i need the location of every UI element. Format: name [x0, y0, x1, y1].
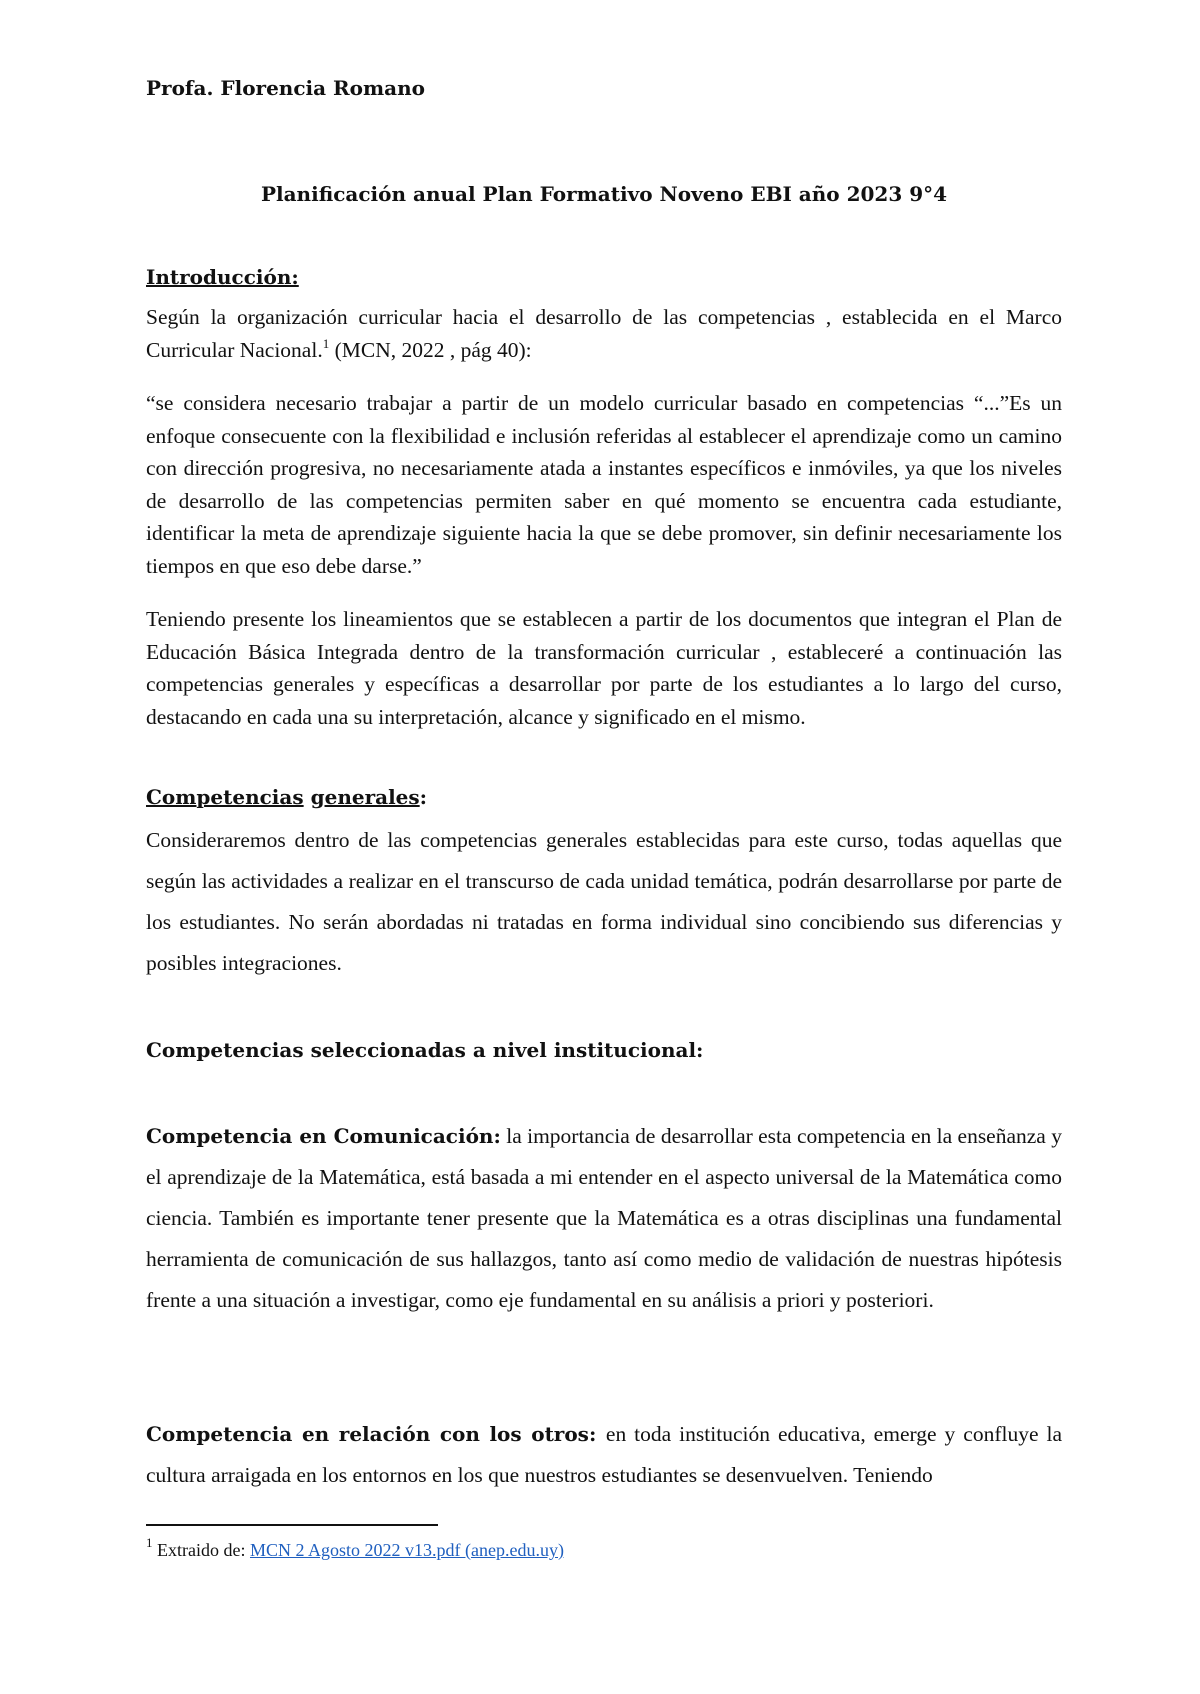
communication-competency-paragraph [146, 1116, 1062, 1321]
others-competency-text: en toda institución educativa, emerge y confluye la cultura arraigada en los entornos en los que nuestros estudiantes se desenvuelven. Teniendo [146, 1422, 1062, 1487]
heading-word: generales [310, 785, 420, 809]
author-name: Profa. Florencia Romano [146, 76, 426, 100]
footnote-link[interactable]: MCN 2 Agosto 2022 v13.pdf (anep.edu.uy) [249, 1540, 564, 1560]
document-title: Planificación anual Plan Formativo Noveno EBI año 2023 9°4 [260, 182, 948, 206]
footnote [146, 1535, 564, 1561]
footnote-mark: 1 [146, 1535, 153, 1550]
heading-colon: : [419, 785, 428, 809]
footnote-reference[interactable]: 1 [322, 335, 330, 351]
others-competency-paragraph [146, 1414, 1062, 1496]
intro-paragraph-text: Según la organización curricular hacia el desarrollo de las competencias , establecida en el Marco Curricular Nacional. [146, 305, 1062, 362]
intro-paragraph [146, 301, 1062, 366]
heading-word: Competencias [146, 785, 304, 809]
footnote-separator [146, 1524, 438, 1526]
quote-paragraph: “se considera necesario trabajar a partir de un modelo curricular basado en competencias “...”Es un enfoque consecuente con la flexibilidad e inclusión referidas al establecer el aprendizaje como un camino con dirección progresiva, no necesariamente atada a instantes específicos e inmóviles, ya que los niveles de desarrollo de las competencias permiten saber en qué momento se encuentra cada estudiante, identificar la meta de aprendizaje siguiente hacia la que se debe promover, sin definir necesariamente los tiempos en que eso debe darse.” [146, 391, 1062, 578]
intro-paragraph-citation: (MCN, 2022 , pág 40): [329, 337, 532, 362]
intro-heading: Introducción: [146, 265, 299, 289]
communication-competency-text: la importancia de desarrollar esta competencia en la enseñanza y el aprendizaje de la Matemática, está basada a mi entender en el aspecto universal de la Matemática como ciencia. También es importante tener presente que la Matemática es a otras disciplinas una fundamental herramienta de comunicación de sus hallazgos, tanto así como medio de validación de nuestras hipótesis frente a una situación a investigar, como eje fundamental en su análisis a priori y posteriori. [146, 1124, 1062, 1312]
communication-competency-label: Competencia en Comunicación: [146, 1124, 501, 1148]
others-competency-label: Competencia en relación con los otros: [146, 1422, 606, 1446]
footnote-prefix: Extraido de: [152, 1540, 250, 1560]
general-competencies-paragraph: Consideraremos dentro de las competencias generales establecidas para este curso, todas aquellas que según las actividades a realizar en el transcurso de cada unidad temática, podrán desarrollarse por parte de los estudiantes. No serán abordadas ni tratadas en forma individual sino concibiendo sus diferencias y posibles integraciones. [146, 828, 1062, 975]
general-competencies-heading [146, 785, 427, 809]
institutional-competencies-heading: Competencias seleccionadas a nivel institucional: [146, 1038, 704, 1062]
guidelines-paragraph: Teniendo presente los lineamientos que se establecen a partir de los documentos que integran el Plan de Educación Básica Integrada dentro de la transformación curricular , estableceré a continuación las competencias generales y específicas a desarrollar por parte de los estudiantes a lo largo del curso, destacando en cada una su interpretación, alcance y significado en el mismo. [146, 607, 1062, 729]
